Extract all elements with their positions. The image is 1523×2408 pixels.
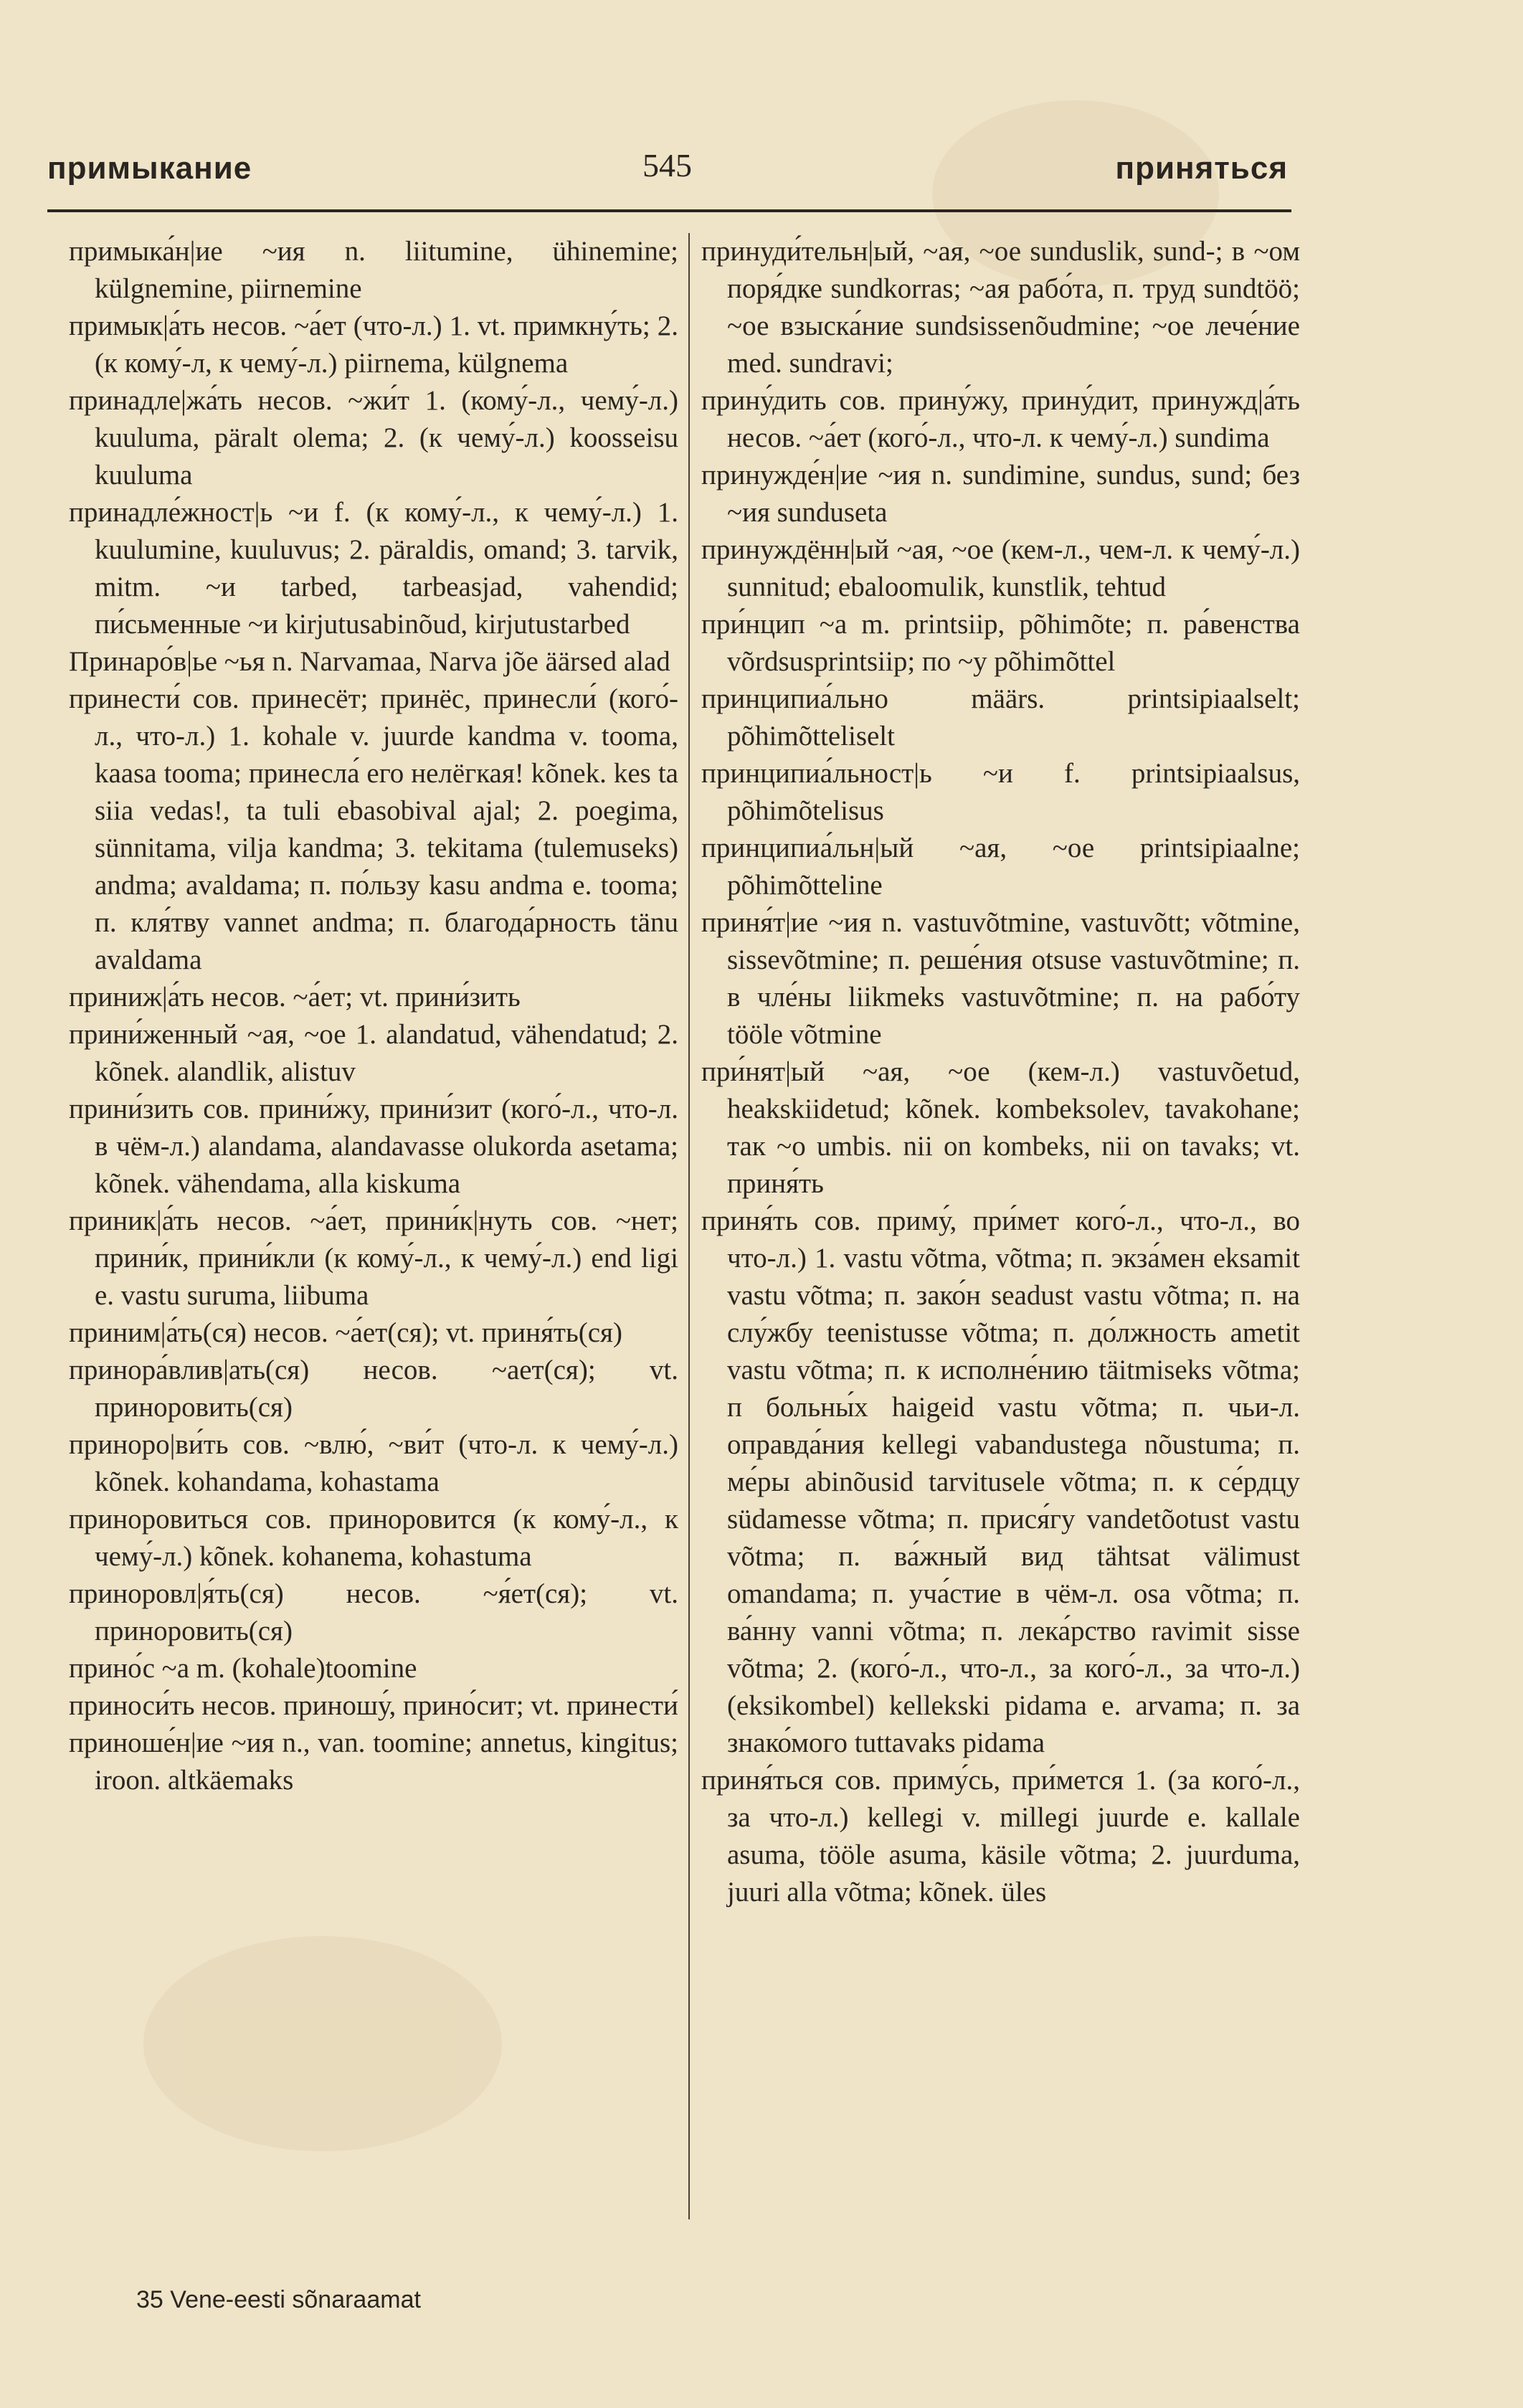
dictionary-entry: принадле|жа́ть несов. ~жи́т 1. (кому́-л., чему́-л.) kuuluma, päralt olema; 2. (к чему́-л.) koosseisu kuuluma <box>69 385 678 490</box>
dictionary-entry: прину́дить сов. прину́жу, прину́дит, принужд|а́ть несов. ~а́ет (кого́-л., что-л. к чему́-л.) sundima <box>701 385 1300 453</box>
footer-signature: 35 Vene-eesti sõnaraamat <box>136 2286 421 2313</box>
dictionary-entry: прино́с ~а m. (kohale)toomine <box>69 1653 417 1684</box>
header-last-word: приняться <box>1115 151 1288 186</box>
dictionary-entry: принужде́н|ие ~ия n. sundimine, sundus, sund; без ~ия sunduseta <box>701 460 1300 528</box>
dictionary-entry: принципиа́льно määrs. printsipiaalselt; põhimõtteliselt <box>701 683 1300 752</box>
left-column <box>69 233 678 1799</box>
header-rule <box>47 209 1291 212</box>
dictionary-entry: приня́т|ие ~ия n. vastuvõtmine, vastuvõtt; võtmine, sissevõtmine; п. реше́ния otsuse vastuvõtmine; п. в чле́ны liikmeks vastuvõtmine; п. на рабо́ту tööle võtmine <box>701 907 1300 1050</box>
dictionary-entry: принести́ сов. принесёт; принёс, принесли́ (кого́-л., что-л.) 1. kohale v. juurde kandma v. tooma, kaasa tooma; принесла́ его нелёгкая! kõnek. kes ta siia vedas!, ta tuli ebasobival ajal; 2. poegima, sünnitama, vilja kandma; 3. tekitama (tulemuseks) andma; avaldama; п. по́льзу kasu andma e. tooma; п. кля́тву vannet andma; п. благода́рность tänu avaldama <box>69 683 678 975</box>
dictionary-entry: приноровиться сов. приноровится (к кому́-л., к чему́-л.) kõnek. kohanema, kohastuma <box>69 1504 678 1572</box>
column-divider <box>688 233 690 2219</box>
dictionary-entry: приноси́ть несов. приношу́, прино́сит; vt. принести́ <box>69 1690 678 1721</box>
dictionary-entry: примыка́н|ие ~ия n. liitumine, ühinemine; külgnemine, piirnemine <box>69 236 678 304</box>
dictionary-entry: прини́женный ~ая, ~ое 1. alandatud, vähendatud; 2. kõnek. alandlik, alistuv <box>69 1019 678 1087</box>
dictionary-entry: приноровл|я́ть(ся) несов. ~я́ет(ся); vt. приноровить(ся) <box>69 1578 678 1646</box>
header-first-word: примыкание <box>47 151 252 186</box>
dictionary-entry: приним|а́ть(ся) несов. ~а́ет(ся); vt. приня́ть(ся) <box>69 1317 622 1348</box>
dictionary-entry: прини́зить сов. прини́жу, прини́зит (кого́-л., что-л. в чём-л.) alandama, alandavasse olukorda asetama; kõnek. vähendama, alla kiskuma <box>69 1094 678 1199</box>
dictionary-entry: приноше́н|ие ~ия n., van. toomine; annetus, kingitus; iroon. altkäemaks <box>69 1727 678 1796</box>
dictionary-entry: Принаро́в|ье ~ья n. Narvamaa, Narva jõe äärsed alad <box>69 646 670 677</box>
dictionary-entry: при́нцип ~а m. printsiip, põhimõte; п. ра́венства võrdsusprintsiip; по ~у põhimõttel <box>701 609 1300 677</box>
right-column <box>701 233 1300 1911</box>
dictionary-entry: принципиа́льн|ый ~ая, ~ое printsipiaalne; põhimõtteline <box>701 833 1300 901</box>
dictionary-entry: приниж|а́ть несов. ~а́ет; vt. прини́зить <box>69 982 521 1013</box>
dictionary-entry: принципиа́льност|ь ~и f. printsipiaalsus, põhimõtelisus <box>701 758 1300 826</box>
dictionary-entry: принора́влив|ать(ся) несов. ~ает(ся); vt. приноровить(ся) <box>69 1355 678 1423</box>
dictionary-entry: приня́ться сов. приму́сь, при́мется 1. (за кого́-л., за что-л.) kellegi v. millegi juurde e. kallale asuma, tööle asuma, käsile võtma; 2. juurduma, juuri alla võtma; kõnek. üles <box>701 1765 1300 1907</box>
dictionary-entry: приноро|ви́ть сов. ~влю́, ~ви́т (что-л. к чему́-л.) kõnek. kohandama, kohastama <box>69 1429 678 1497</box>
dictionary-entry: принуди́тельн|ый, ~ая, ~ое sunduslik, sund-; в ~ом поря́дке sundkorras; ~ая рабо́та, п. труд sundtöö; ~ое взыска́ние sundsissenõudmine; ~ое лече́ние med. sundravi; <box>701 236 1300 379</box>
dictionary-entry: приник|а́ть несов. ~а́ет, прини́к|нуть сов. ~нет; прини́к, прини́кли (к кому́-л., к чему́-л.) end ligi e. vastu suruma, liibuma <box>69 1205 678 1311</box>
dictionary-entry: принуждённ|ый ~ая, ~ое (кем-л., чем-л. к чему́-л.) sunnitud; ebaloomulik, kunstlik, tehtud <box>701 534 1300 602</box>
paper-stain <box>143 1936 502 2151</box>
page-number: 545 <box>642 147 692 184</box>
dictionary-entry: приня́ть сов. приму́, при́мет кого́-л., что-л., во что-л.) 1. vastu võtma, võtma; п. экза́мен eksamit vastu võtma; п. зако́н seadust vastu võtma; п. на слу́жбу teenistusse võtma; п. до́лжность ametit vastu võtma; п. к исполне́нию täitmiseks võtma; п больны́х haigeid vastu võtma; п. чьи-л. оправда́ния kellegi vabandustega nõustuma; п. ме́ры abinõusid tarvitusele võtma; п. к се́рдцу südamesse võtma; п. прися́гу vandetõotust vastu võtma; п. ва́жный вид tähtsat välimust omandama; п. уча́стие в чём-л. osa võtma; п. ва́нну vanni võtma; п. лека́рство ravimit sisse võtma; 2. (кого́-л., что-л., за кого́-л., за что-л.) (eksikombel) kellekski pidama e. arvama; п. за знако́мого tuttavaks pidama <box>701 1205 1300 1758</box>
running-header <box>47 147 1288 201</box>
dictionary-entry: примык|а́ть несов. ~а́ет (что-л.) 1. vt. примкну́ть; 2. (к кому́-л, к чему́-л.) piirnema, külgnema <box>69 311 678 379</box>
dictionary-entry: принадле́жност|ь ~и f. (к кому́-л., к чему́-л.) 1. kuulumine, kuuluvus; 2. päraldis, omand; 3. tarvik, mitm. ~и tarbed, tarbeasjad, vahendid; пи́сьменные ~и kirjutusabinõud, kirjutustarbed <box>69 497 678 640</box>
dictionary-entry: при́нят|ый ~ая, ~ое (кем-л.) vastuvõetud, heakskiidetud; kõnek. kombeksolev, tavakohane; так ~о umbis. nii on kombeks, nii on tavaks; vt. приня́ть <box>701 1056 1300 1199</box>
